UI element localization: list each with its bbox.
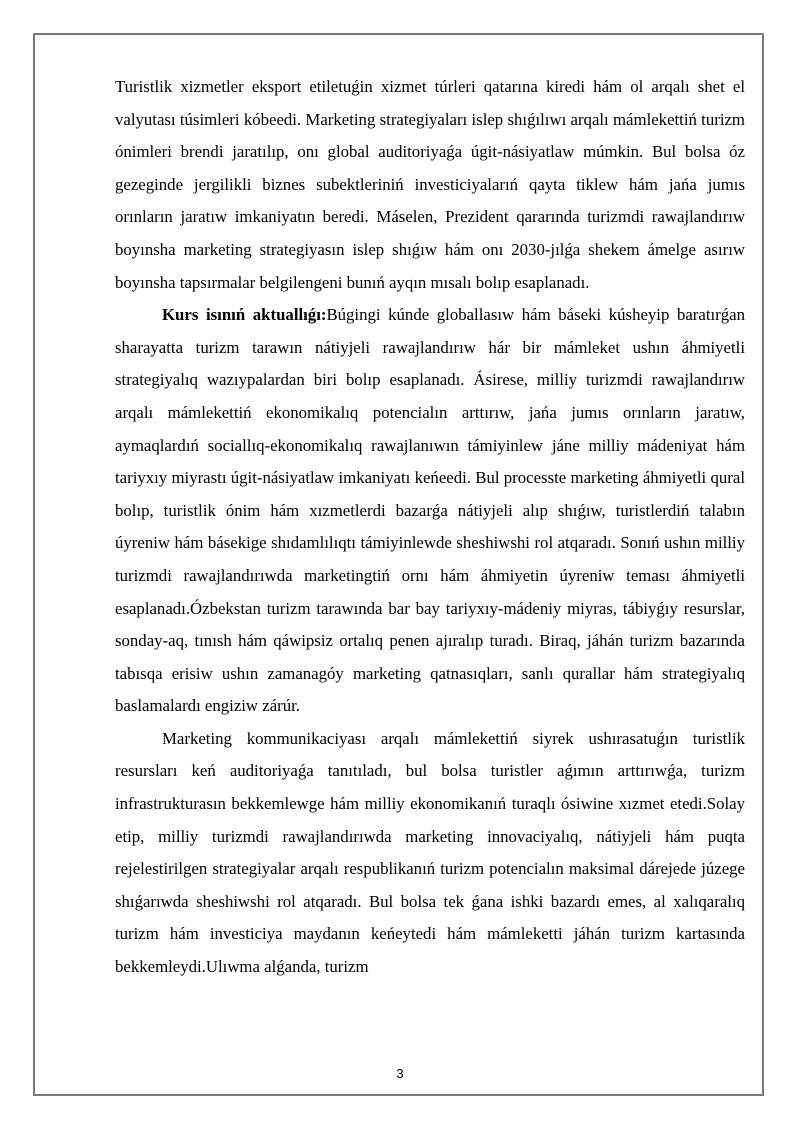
course-relevance-heading: Kurs isınıń aktuallıǵı:: [162, 305, 327, 325]
paragraph-marketing-communication: Marketing kommunikaciyası arqalı mámlekettiń siyrek ushırasatuǵın turistlik resursları keń auditoriyaǵa tanıtıladı, bul bolsa turistler aǵımın arttırıwǵa, turizm infrastrukturasın bekkemlewge hám milliy ekonomikanıń turaqlı ósiwine xızmet etedi.Solay etip, milliy turizmdi rawajlandırıwda marketing innovaciyalıq, nátiyjeli hám puqta rejelestirilgen strategiyalar arqalı respublikanıń turizm potencialın maksimal dárejede júzege shıǵarıwda sheshiwshi rol atqaradı. Bul bolsa tek ǵana ishki bazardı emes, al xalıqaralıq turizm hám investiciya maydanın keńeytedi hám mámleketti jáhán turizm kartasında bekkemleydi.Ulıwma alǵanda, turizm: [115, 728, 745, 977]
course-relevance-text: Búgingi kúnde globallasıw hám báseki kúsheyip baratırǵan sharayatta turizm tarawın nátiyjeli rawajlandırıw hár bir mámleket ushın áhmiyetli strategiyalıq wazıypalardan biri bolıp esaplanadı. Ásirese, milliy turizmdi rawajlandırıw arqalı mámlekettiń ekonomikalıq potencialın arttırıw, jańa jumıs orınların jaratıw, aymaqlardıń sociallıq-ekonomikalıq rawajlanıwın támiyinlew jáne milliy mádeniyat hám tariyxıy miyrastı úgit-násiyatlaw imkaniyatı keńeedi. Bul processte marketing áhmiyetli qural bolıp, turistlik ónim hám xızmetlerdi bazarǵa nátiyjeli alıp shıǵıw, turistlerdiń talabın úyreniw hám básekige shıdamlılıqtı támiyinlewde sheshiwshi rol atqaradı. Sonıń ushın milliy turizmdi rawajlandırıwda marketingtiń ornı hám áhmiyetin úyreniw teması áhmiyetli esaplanadı.Ózbekstan turizm tarawında bar bay tariyxıy-mádeniy miyras, tábiyǵıy resurslar, sonday-aq, tınısh hám qáwipsiz ortalıq penen ajıralıp turadı. Biraq, jáhán turizm bazarında tabısqa erisiw ushın zamanagóy marketing qatnasıqları, sanlı qurallar hám strategiyalıq baslamalardı engiziw zárúr.: [115, 305, 745, 716]
paragraph-tourism-export: Turistlik xizmetler eksport etiletuǵin xizmet túrleri qatarına kiredi hám ol arqalı shet el valyutası túsimleri kóbeedi. Marketing strategiyaları islep shıǵılıwı arqalı mámlekettiń turizm ónimleri brendi jaratılıp, onı global auditoriyaǵa úgit-násiyatlaw múmkin. Bul bolsa óz gezeginde jergilikli biznes subektleriniń investiciyalarıń qayta tiklew hám jańa jumıs orınların jaratıw imkaniyatın beredi. Máselen, Prezident qararında turizmdi rawajlandırıw boyınsha marketing strategiyasın islep shıǵıw hám onı 2030-jılǵa shekem ámelge asırıw boyınsha tapsırmalar belgilengeni bunıń ayqın mısalı bolıp esaplanadı.: [115, 77, 745, 292]
paragraph-course-relevance: [115, 299, 745, 723]
document-body: [115, 71, 745, 984]
page-number: 3: [396, 1066, 404, 1081]
